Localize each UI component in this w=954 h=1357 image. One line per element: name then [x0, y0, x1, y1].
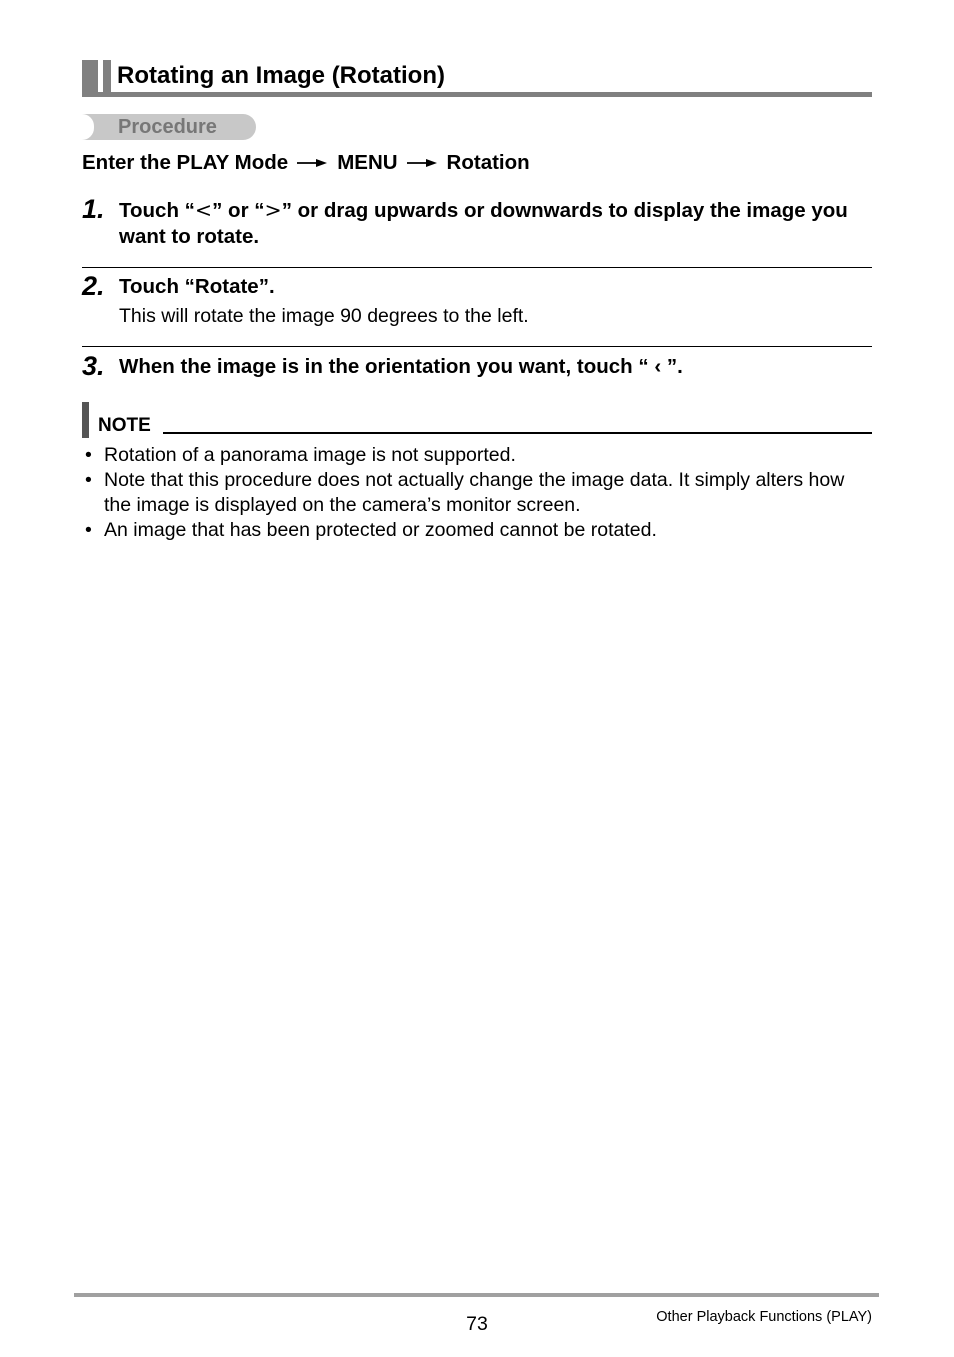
- procedure-path: [82, 150, 530, 176]
- left-chevron-glyph: <: [194, 198, 213, 222]
- procedure-label: Procedure: [118, 116, 217, 138]
- step-2-number: 2.: [82, 271, 105, 301]
- step-3-text: When the image is in the orientation you want, touch “ ‹ ”.: [119, 355, 683, 378]
- path-step-menu: MENU: [337, 151, 398, 174]
- step-2-description: This will rotate the image 90 degrees to the left.: [119, 305, 529, 327]
- note-item: • Rotation of a panorama image is not supported.: [85, 444, 516, 466]
- right-arrow-icon: [297, 158, 327, 168]
- path-step-rotation: Rotation: [446, 151, 530, 174]
- note-item: • Note that this procedure does not actually change the image data. It simply alters how the image is displayed on the camera’s monitor screen.: [85, 469, 845, 516]
- back-icon: ‹: [654, 355, 662, 378]
- note-label: NOTE: [98, 415, 151, 436]
- note-item: • An image that has been protected or zoomed cannot be rotated.: [85, 519, 657, 541]
- bullet: •: [85, 444, 92, 466]
- step-divider: [82, 346, 872, 347]
- step-2-text: Touch “Rotate”.: [119, 275, 275, 298]
- step-3-number: 3.: [82, 351, 105, 381]
- note-bar: [82, 402, 89, 438]
- bullet: •: [85, 519, 92, 541]
- right-chevron-glyph: >: [264, 198, 282, 222]
- heading-underline: [82, 92, 872, 97]
- note-rule: [163, 432, 872, 434]
- step-divider: [82, 267, 872, 268]
- step-1-number: 1.: [82, 194, 105, 224]
- note-list: [82, 443, 872, 543]
- bullet: •: [85, 469, 92, 491]
- footer-section-name: Other Playback Functions (PLAY): [656, 1309, 872, 1325]
- page-number: 73: [466, 1313, 488, 1335]
- right-arrow-icon: [407, 158, 437, 168]
- section-title: Rotating an Image (Rotation): [117, 62, 445, 89]
- step-1-text: Touch “<” or “>” or drag upwards or downwards to display the image you want to rotate.: [119, 198, 848, 248]
- footer-rule: [74, 1293, 879, 1297]
- path-step-play-mode: Enter the PLAY Mode: [82, 151, 289, 174]
